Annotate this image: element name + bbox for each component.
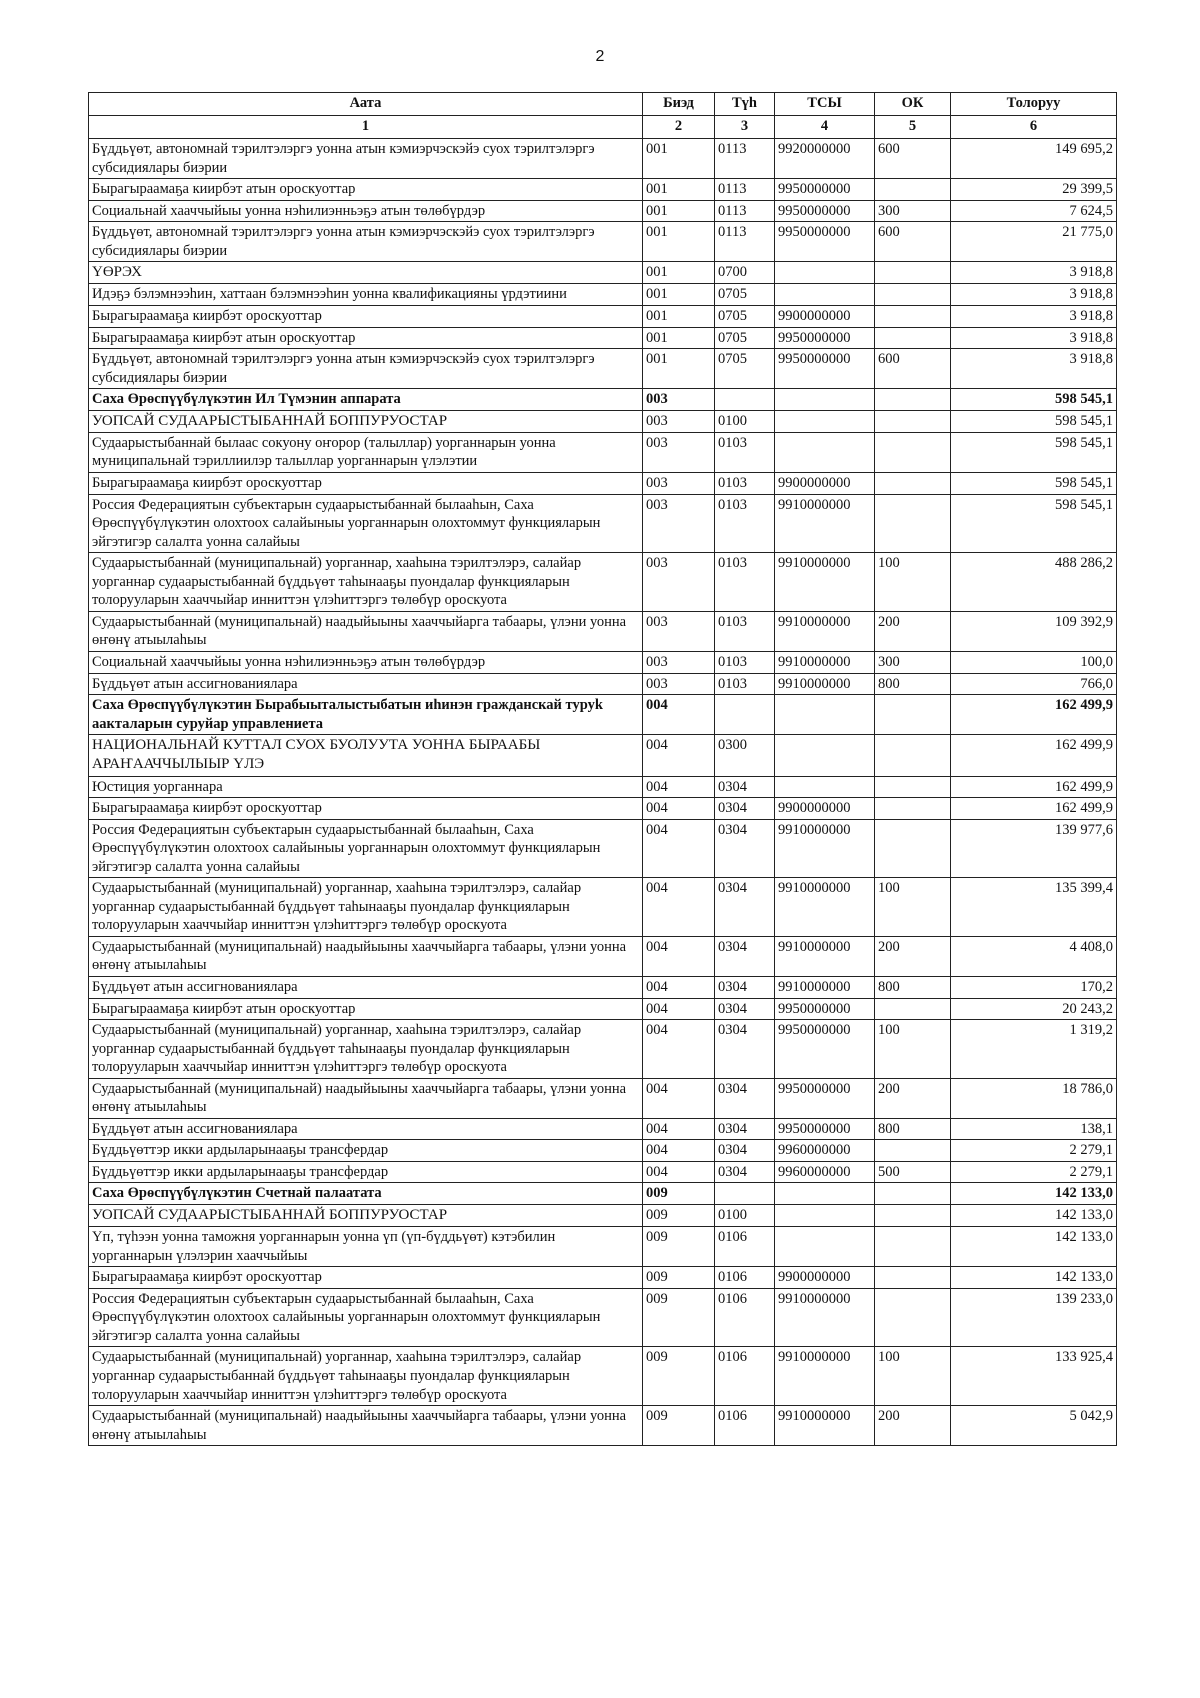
row-biad-cell: 004: [643, 735, 715, 776]
row-tsy-cell: 9910000000: [775, 878, 875, 937]
row-tsy-cell: 9910000000: [775, 1347, 875, 1406]
table-row: [89, 200, 1117, 222]
row-tsy-cell: 9900000000: [775, 306, 875, 328]
header-row: [89, 93, 1117, 116]
row-tsy-cell: 9950000000: [775, 200, 875, 222]
row-name-cell: Судаарыстыбаннай (муниципальнай) уорганнар, хааһына тэрилтэлэрэ, салайар уорганнар судаарыстыбаннай бүддьүөт таһынааҕы пуондалар функцияларын толорууларын хааччыйар инниттэн үлэһиттэргэ төлөбүр ороскуота: [89, 1020, 643, 1079]
row-tsy-cell: 9910000000: [775, 494, 875, 553]
row-tsy-cell: 9950000000: [775, 1078, 875, 1118]
row-biad-cell: 001: [643, 306, 715, 328]
row-tsy-cell: 9910000000: [775, 936, 875, 976]
row-ok-cell: 800: [875, 673, 951, 695]
row-name-cell: Бүддьүөт атын ассигнованиялара: [89, 1118, 643, 1140]
row-tuh-cell: 0103: [715, 553, 775, 612]
row-name-cell: Бырагыраамаҕа киирбэт атын ороскуоттар: [89, 998, 643, 1020]
row-amount-cell: 142 133,0: [951, 1183, 1117, 1205]
row-amount-cell: 1 319,2: [951, 1020, 1117, 1079]
row-tsy-cell: 9950000000: [775, 998, 875, 1020]
row-biad-cell: 004: [643, 1161, 715, 1183]
row-name-cell: Судаарыстыбаннай (муниципальнай) наадыйыыны хааччыйарга табаары, үлэни уонна өҥөнү атыылаһыы: [89, 936, 643, 976]
row-name-cell: УОПСАЙ СУДААРЫСТЫБАННАЙ БОППУРУОСТАР: [89, 1205, 643, 1227]
row-name-cell: Саха Өрөспүүбүлүкэтин Ил Түмэнин аппарата: [89, 389, 643, 411]
row-name-cell: Бырагыраамаҕа киирбэт атын ороскуоттар: [89, 179, 643, 201]
table-row: [89, 735, 1117, 776]
row-ok-cell: [875, 389, 951, 411]
row-tuh-cell: 0103: [715, 494, 775, 553]
table-row: [89, 306, 1117, 328]
row-name-cell: Идэҕэ бэлэмнээһин, хаттаан бэлэмнээһин уонна квалификацияны үрдэтиини: [89, 284, 643, 306]
row-name-cell: Россия Федерациятын субъектарын судаарыстыбаннай былааһын, Саха Өрөспүүбүлүкэтин олохтоох салайыныы уорганнарын олохтоммут функцияларын эйгэтигэр салалта уонна салайыы: [89, 494, 643, 553]
row-biad-cell: 003: [643, 432, 715, 472]
row-amount-cell: 138,1: [951, 1118, 1117, 1140]
row-name-cell: Россия Федерациятын субъектарын судаарыстыбаннай былааһын, Саха Өрөспүүбүлүкэтин олохтоох салайыныы уорганнарын олохтоммут функцияларын эйгэтигэр салалта уонна салайыы: [89, 819, 643, 878]
row-ok-cell: [875, 998, 951, 1020]
row-biad-cell: 004: [643, 998, 715, 1020]
row-tsy-cell: 9950000000: [775, 179, 875, 201]
row-tuh-cell: 0705: [715, 284, 775, 306]
row-biad-cell: 003: [643, 473, 715, 495]
row-amount-cell: 109 392,9: [951, 611, 1117, 651]
row-tuh-cell: [715, 695, 775, 735]
row-tuh-cell: 0113: [715, 179, 775, 201]
row-amount-cell: 20 243,2: [951, 998, 1117, 1020]
row-tsy-cell: [775, 1227, 875, 1267]
row-name-cell: Саха Өрөспүүбүлүкэтин Бырабыыталыстыбатын иһинэн гражданскай туруk аакталарын суруйар управлениета: [89, 695, 643, 735]
row-biad-cell: 009: [643, 1406, 715, 1446]
row-ok-cell: [875, 798, 951, 820]
table-body: [89, 139, 1117, 1446]
row-tuh-cell: 0304: [715, 998, 775, 1020]
table-row: [89, 651, 1117, 673]
row-ok-cell: [875, 284, 951, 306]
table-row: [89, 1140, 1117, 1162]
row-amount-cell: 170,2: [951, 976, 1117, 998]
row-amount-cell: 3 918,8: [951, 284, 1117, 306]
row-amount-cell: 100,0: [951, 651, 1117, 673]
row-name-cell: Бүддьүөттэр икки ардыларынааҕы трансфердар: [89, 1140, 643, 1162]
row-name-cell: Бырагыраамаҕа киирбэт атын ороскуоттар: [89, 327, 643, 349]
table-row: [89, 179, 1117, 201]
row-biad-cell: 001: [643, 200, 715, 222]
column-number: 5: [875, 116, 951, 139]
column-number: 1: [89, 116, 643, 139]
row-amount-cell: 139 977,6: [951, 819, 1117, 878]
row-ok-cell: 200: [875, 1406, 951, 1446]
table-row: [89, 494, 1117, 553]
table-row: [89, 1227, 1117, 1267]
row-name-cell: Бүддьүөт, автономнай тэрилтэлэргэ уонна атын кэмиэрчэскэйэ суох тэрилтэлэргэ субсидиялары биэрии: [89, 139, 643, 179]
row-amount-cell: 488 286,2: [951, 553, 1117, 612]
row-tuh-cell: 0106: [715, 1406, 775, 1446]
row-tsy-cell: [775, 389, 875, 411]
table-row: [89, 139, 1117, 179]
row-amount-cell: 162 499,9: [951, 798, 1117, 820]
row-amount-cell: 142 133,0: [951, 1267, 1117, 1289]
row-ok-cell: [875, 410, 951, 432]
row-ok-cell: [875, 1183, 951, 1205]
row-biad-cell: 004: [643, 798, 715, 820]
row-ok-cell: 800: [875, 976, 951, 998]
table-row: [89, 1205, 1117, 1227]
row-tsy-cell: 9910000000: [775, 1288, 875, 1347]
row-tuh-cell: 0103: [715, 432, 775, 472]
table-row: [89, 327, 1117, 349]
row-tuh-cell: 0304: [715, 936, 775, 976]
row-biad-cell: 003: [643, 553, 715, 612]
row-amount-cell: 149 695,2: [951, 139, 1117, 179]
row-tuh-cell: 0100: [715, 1205, 775, 1227]
row-ok-cell: [875, 776, 951, 798]
table-row: [89, 1288, 1117, 1347]
row-amount-cell: 162 499,9: [951, 695, 1117, 735]
row-amount-cell: 3 918,8: [951, 349, 1117, 389]
row-ok-cell: [875, 695, 951, 735]
row-tuh-cell: 0304: [715, 1161, 775, 1183]
row-name-cell: Саха Өрөспүүбүлүкэтин Счетнай палаатата: [89, 1183, 643, 1205]
row-biad-cell: 003: [643, 410, 715, 432]
row-ok-cell: [875, 1288, 951, 1347]
row-name-cell: Судаарыстыбаннай (муниципальнай) уорганнар, хааһына тэрилтэлэрэ, салайар уорганнар судаарыстыбаннай бүддьүөт таһынааҕы пуондалар функцияларын толорууларын хааччыйар инниттэн үлэһиттэргэ төлөбүр ороскуота: [89, 1347, 643, 1406]
row-tuh-cell: 0304: [715, 798, 775, 820]
row-tsy-cell: [775, 262, 875, 284]
page-number: 2: [595, 48, 605, 65]
row-biad-cell: 004: [643, 878, 715, 937]
row-tsy-cell: 9910000000: [775, 819, 875, 878]
table-row: [89, 695, 1117, 735]
row-ok-cell: [875, 1205, 951, 1227]
row-ok-cell: [875, 735, 951, 776]
row-tuh-cell: 0103: [715, 611, 775, 651]
table-row: [89, 262, 1117, 284]
row-tsy-cell: 9920000000: [775, 139, 875, 179]
row-biad-cell: 003: [643, 651, 715, 673]
row-tsy-cell: 9950000000: [775, 1020, 875, 1079]
row-tsy-cell: 9910000000: [775, 673, 875, 695]
row-name-cell: Судаарыстыбаннай (муниципальнай) уорганнар, хааһына тэрилтэлэрэ, салайар уорганнар судаарыстыбаннай бүддьүөт таһынааҕы пуондалар функцияларын толорууларын хааччыйар инниттэн үлэһиттэргэ төлөбүр ороскуота: [89, 553, 643, 612]
row-amount-cell: 21 775,0: [951, 222, 1117, 262]
table-row: [89, 1183, 1117, 1205]
row-tsy-cell: [775, 432, 875, 472]
row-amount-cell: 18 786,0: [951, 1078, 1117, 1118]
table-row: [89, 432, 1117, 472]
row-biad-cell: 009: [643, 1205, 715, 1227]
row-tuh-cell: 0106: [715, 1347, 775, 1406]
row-tuh-cell: 0304: [715, 1078, 775, 1118]
row-tsy-cell: [775, 695, 875, 735]
row-ok-cell: [875, 1227, 951, 1267]
row-ok-cell: 200: [875, 611, 951, 651]
row-name-cell: НАЦИОНАЛЬНАЙ КУТТАЛ СУОХ БУОЛУУТА УОННА БЫРААБЫ АРАҤААЧЧЫЛЫЫР ҮЛЭ: [89, 735, 643, 776]
row-name-cell: Бүддьүөттэр икки ардыларынааҕы трансфердар: [89, 1161, 643, 1183]
row-amount-cell: 598 545,1: [951, 432, 1117, 472]
row-name-cell: Судаарыстыбаннай (муниципальнай) наадыйыыны хааччыйарга табаары, үлэни уонна өҥөнү атыылаһыы: [89, 1078, 643, 1118]
table-row: [89, 1118, 1117, 1140]
row-name-cell: Судаарыстыбаннай (муниципальнай) уорганнар, хааһына тэрилтэлэрэ, салайар уорганнар судаарыстыбаннай бүддьүөт таһынааҕы пуондалар функцияларын толорууларын хааччыйар инниттэн үлэһиттэргэ төлөбүр ороскуота: [89, 878, 643, 937]
row-tuh-cell: 0304: [715, 976, 775, 998]
row-tsy-cell: [775, 1205, 875, 1227]
column-header-amount: Толоруу: [951, 93, 1117, 116]
row-tuh-cell: 0100: [715, 410, 775, 432]
row-amount-cell: 598 545,1: [951, 473, 1117, 495]
row-amount-cell: 3 918,8: [951, 327, 1117, 349]
row-ok-cell: 200: [875, 936, 951, 976]
row-biad-cell: 003: [643, 389, 715, 411]
row-amount-cell: 162 499,9: [951, 776, 1117, 798]
row-ok-cell: [875, 494, 951, 553]
column-number: 6: [951, 116, 1117, 139]
row-name-cell: Үп, түһээн уонна таможня уорганнарын уонна үп (үп-бүддьүөт) кэтэбилин уорганнарын үлэлэрин хааччыйыы: [89, 1227, 643, 1267]
column-number: 4: [775, 116, 875, 139]
row-tuh-cell: 0705: [715, 327, 775, 349]
column-header-tsy: ТСЫ: [775, 93, 875, 116]
budget-table: [88, 92, 1117, 1446]
row-biad-cell: 009: [643, 1267, 715, 1289]
row-amount-cell: 142 133,0: [951, 1205, 1117, 1227]
table-row: [89, 284, 1117, 306]
row-biad-cell: 004: [643, 1078, 715, 1118]
row-ok-cell: [875, 327, 951, 349]
row-tuh-cell: [715, 389, 775, 411]
row-amount-cell: 29 399,5: [951, 179, 1117, 201]
row-tuh-cell: 0113: [715, 139, 775, 179]
row-tsy-cell: 9950000000: [775, 222, 875, 262]
table-row: [89, 1078, 1117, 1118]
row-amount-cell: 4 408,0: [951, 936, 1117, 976]
row-biad-cell: 001: [643, 284, 715, 306]
row-biad-cell: 009: [643, 1183, 715, 1205]
table-row: [89, 998, 1117, 1020]
table-row: [89, 798, 1117, 820]
row-tuh-cell: 0300: [715, 735, 775, 776]
row-tuh-cell: 0113: [715, 200, 775, 222]
row-biad-cell: 003: [643, 673, 715, 695]
row-tsy-cell: 9910000000: [775, 1406, 875, 1446]
table-header: [89, 93, 1117, 139]
row-tuh-cell: 0304: [715, 776, 775, 798]
row-name-cell: Бүддьүөт, автономнай тэрилтэлэргэ уонна атын кэмиэрчэскэйэ суох тэрилтэлэргэ субсидиялары биэрии: [89, 349, 643, 389]
column-number: 3: [715, 116, 775, 139]
row-biad-cell: 004: [643, 695, 715, 735]
row-biad-cell: 004: [643, 1140, 715, 1162]
row-ok-cell: [875, 819, 951, 878]
column-number-row: [89, 116, 1117, 139]
row-tsy-cell: 9960000000: [775, 1140, 875, 1162]
table-row: [89, 222, 1117, 262]
row-tuh-cell: 0103: [715, 673, 775, 695]
row-biad-cell: 004: [643, 936, 715, 976]
row-amount-cell: 2 279,1: [951, 1161, 1117, 1183]
row-ok-cell: 500: [875, 1161, 951, 1183]
row-tuh-cell: 0304: [715, 878, 775, 937]
row-biad-cell: 003: [643, 611, 715, 651]
row-amount-cell: 2 279,1: [951, 1140, 1117, 1162]
row-amount-cell: 766,0: [951, 673, 1117, 695]
row-biad-cell: 001: [643, 327, 715, 349]
row-ok-cell: 800: [875, 1118, 951, 1140]
row-amount-cell: 3 918,8: [951, 306, 1117, 328]
table-row: [89, 1267, 1117, 1289]
row-name-cell: Бырагыраамаҕа киирбэт ороскуоттар: [89, 798, 643, 820]
row-tsy-cell: 9910000000: [775, 553, 875, 612]
row-ok-cell: [875, 179, 951, 201]
row-tsy-cell: 9950000000: [775, 327, 875, 349]
row-biad-cell: 009: [643, 1227, 715, 1267]
row-name-cell: Бүддьүөт, автономнай тэрилтэлэргэ уонна атын кэмиэрчэскэйэ суох тэрилтэлэргэ субсидиялары биэрии: [89, 222, 643, 262]
row-ok-cell: [875, 473, 951, 495]
row-ok-cell: 600: [875, 222, 951, 262]
row-name-cell: Бырагыраамаҕа киирбэт ороскуоттар: [89, 1267, 643, 1289]
row-tuh-cell: 0705: [715, 306, 775, 328]
table-row: [89, 673, 1117, 695]
table-row: [89, 473, 1117, 495]
table-row: [89, 878, 1117, 937]
row-name-cell: Россия Федерациятын субъектарын судаарыстыбаннай былааһын, Саха Өрөспүүбүлүкэтин олохтоох салайыныы уорганнарын олохтоммут функцияларын эйгэтигэр салалта уонна салайыы: [89, 1288, 643, 1347]
table-row: [89, 1161, 1117, 1183]
row-tsy-cell: 9960000000: [775, 1161, 875, 1183]
table-row: [89, 936, 1117, 976]
row-name-cell: Социальнай хааччыйыы уонна нэһилиэнньэҕэ атын төлөбүрдэр: [89, 200, 643, 222]
column-header-name: Аата: [89, 93, 643, 116]
row-ok-cell: [875, 432, 951, 472]
row-tuh-cell: [715, 1183, 775, 1205]
row-tsy-cell: 9950000000: [775, 1118, 875, 1140]
row-tuh-cell: 0106: [715, 1267, 775, 1289]
row-tsy-cell: 9910000000: [775, 976, 875, 998]
row-tuh-cell: 0103: [715, 651, 775, 673]
row-tuh-cell: 0113: [715, 222, 775, 262]
row-biad-cell: 001: [643, 349, 715, 389]
column-header-tuh: Түһ: [715, 93, 775, 116]
column-number: 2: [643, 116, 715, 139]
row-tuh-cell: 0106: [715, 1227, 775, 1267]
row-ok-cell: 100: [875, 553, 951, 612]
row-amount-cell: 5 042,9: [951, 1406, 1117, 1446]
row-name-cell: Бырагыраамаҕа киирбэт ороскуоттар: [89, 306, 643, 328]
row-amount-cell: 135 399,4: [951, 878, 1117, 937]
row-name-cell: Судаарыстыбаннай (муниципальнай) наадыйыыны хааччыйарга табаары, үлэни уонна өҥөнү атыылаһыы: [89, 611, 643, 651]
row-tsy-cell: [775, 284, 875, 306]
column-header-ok: ОК: [875, 93, 951, 116]
table-row: [89, 389, 1117, 411]
row-biad-cell: 009: [643, 1288, 715, 1347]
table-row: [89, 819, 1117, 878]
row-biad-cell: 001: [643, 262, 715, 284]
row-amount-cell: 162 499,9: [951, 735, 1117, 776]
row-tuh-cell: 0705: [715, 349, 775, 389]
row-ok-cell: 300: [875, 651, 951, 673]
row-tsy-cell: 9900000000: [775, 798, 875, 820]
table-row: [89, 776, 1117, 798]
row-biad-cell: 004: [643, 819, 715, 878]
row-ok-cell: [875, 262, 951, 284]
row-tsy-cell: [775, 735, 875, 776]
row-biad-cell: 001: [643, 179, 715, 201]
row-amount-cell: 139 233,0: [951, 1288, 1117, 1347]
row-tsy-cell: 9900000000: [775, 1267, 875, 1289]
column-header-biad: Биэд: [643, 93, 715, 116]
row-ok-cell: 200: [875, 1078, 951, 1118]
row-tsy-cell: 9910000000: [775, 651, 875, 673]
table-row: [89, 410, 1117, 432]
table-row: [89, 1020, 1117, 1079]
row-ok-cell: [875, 1140, 951, 1162]
row-amount-cell: 133 925,4: [951, 1347, 1117, 1406]
row-ok-cell: [875, 306, 951, 328]
row-tsy-cell: [775, 410, 875, 432]
row-name-cell: ҮӨРЭХ: [89, 262, 643, 284]
row-tsy-cell: [775, 776, 875, 798]
row-tsy-cell: 9950000000: [775, 349, 875, 389]
row-amount-cell: 7 624,5: [951, 200, 1117, 222]
table-row: [89, 1347, 1117, 1406]
row-tuh-cell: 0103: [715, 473, 775, 495]
table-row: [89, 553, 1117, 612]
table-row: [89, 1406, 1117, 1446]
row-tuh-cell: 0304: [715, 819, 775, 878]
row-biad-cell: 004: [643, 1020, 715, 1079]
row-tuh-cell: 0700: [715, 262, 775, 284]
row-name-cell: Судаарыстыбаннай былаас сокуону оҥорор (талыллар) уорганнарын уонна муниципальнай тэриллиилэр талыллар уорганнарын үлэлэтии: [89, 432, 643, 472]
row-ok-cell: 100: [875, 1347, 951, 1406]
row-name-cell: Судаарыстыбаннай (муниципальнай) наадыйыыны хааччыйарга табаары, үлэни уонна өҥөнү атыылаһыы: [89, 1406, 643, 1446]
row-name-cell: Бырагыраамаҕа киирбэт ороскуоттар: [89, 473, 643, 495]
row-ok-cell: 600: [875, 349, 951, 389]
row-tuh-cell: 0106: [715, 1288, 775, 1347]
row-biad-cell: 004: [643, 1118, 715, 1140]
row-tsy-cell: 9910000000: [775, 611, 875, 651]
row-amount-cell: 142 133,0: [951, 1227, 1117, 1267]
row-name-cell: Бүддьүөт атын ассигнованиялара: [89, 673, 643, 695]
row-biad-cell: 004: [643, 976, 715, 998]
row-ok-cell: 100: [875, 1020, 951, 1079]
row-tsy-cell: [775, 1183, 875, 1205]
row-biad-cell: 001: [643, 222, 715, 262]
row-ok-cell: 600: [875, 139, 951, 179]
table-row: [89, 349, 1117, 389]
row-biad-cell: 003: [643, 494, 715, 553]
row-name-cell: Бүддьүөт атын ассигнованиялара: [89, 976, 643, 998]
row-biad-cell: 009: [643, 1347, 715, 1406]
table-row: [89, 611, 1117, 651]
row-name-cell: Социальнай хааччыйыы уонна нэһилиэнньэҕэ атын төлөбүрдэр: [89, 651, 643, 673]
row-name-cell: Юстиция уорганнара: [89, 776, 643, 798]
row-biad-cell: 001: [643, 139, 715, 179]
row-tuh-cell: 0304: [715, 1140, 775, 1162]
row-biad-cell: 004: [643, 776, 715, 798]
row-amount-cell: 598 545,1: [951, 494, 1117, 553]
row-amount-cell: 598 545,1: [951, 389, 1117, 411]
row-ok-cell: 300: [875, 200, 951, 222]
row-amount-cell: 3 918,8: [951, 262, 1117, 284]
row-tsy-cell: 9900000000: [775, 473, 875, 495]
row-tuh-cell: 0304: [715, 1118, 775, 1140]
row-tuh-cell: 0304: [715, 1020, 775, 1079]
row-ok-cell: 100: [875, 878, 951, 937]
row-ok-cell: [875, 1267, 951, 1289]
row-name-cell: УОПСАЙ СУДААРЫСТЫБАННАЙ БОППУРУОСТАР: [89, 410, 643, 432]
table-row: [89, 976, 1117, 998]
row-amount-cell: 598 545,1: [951, 410, 1117, 432]
